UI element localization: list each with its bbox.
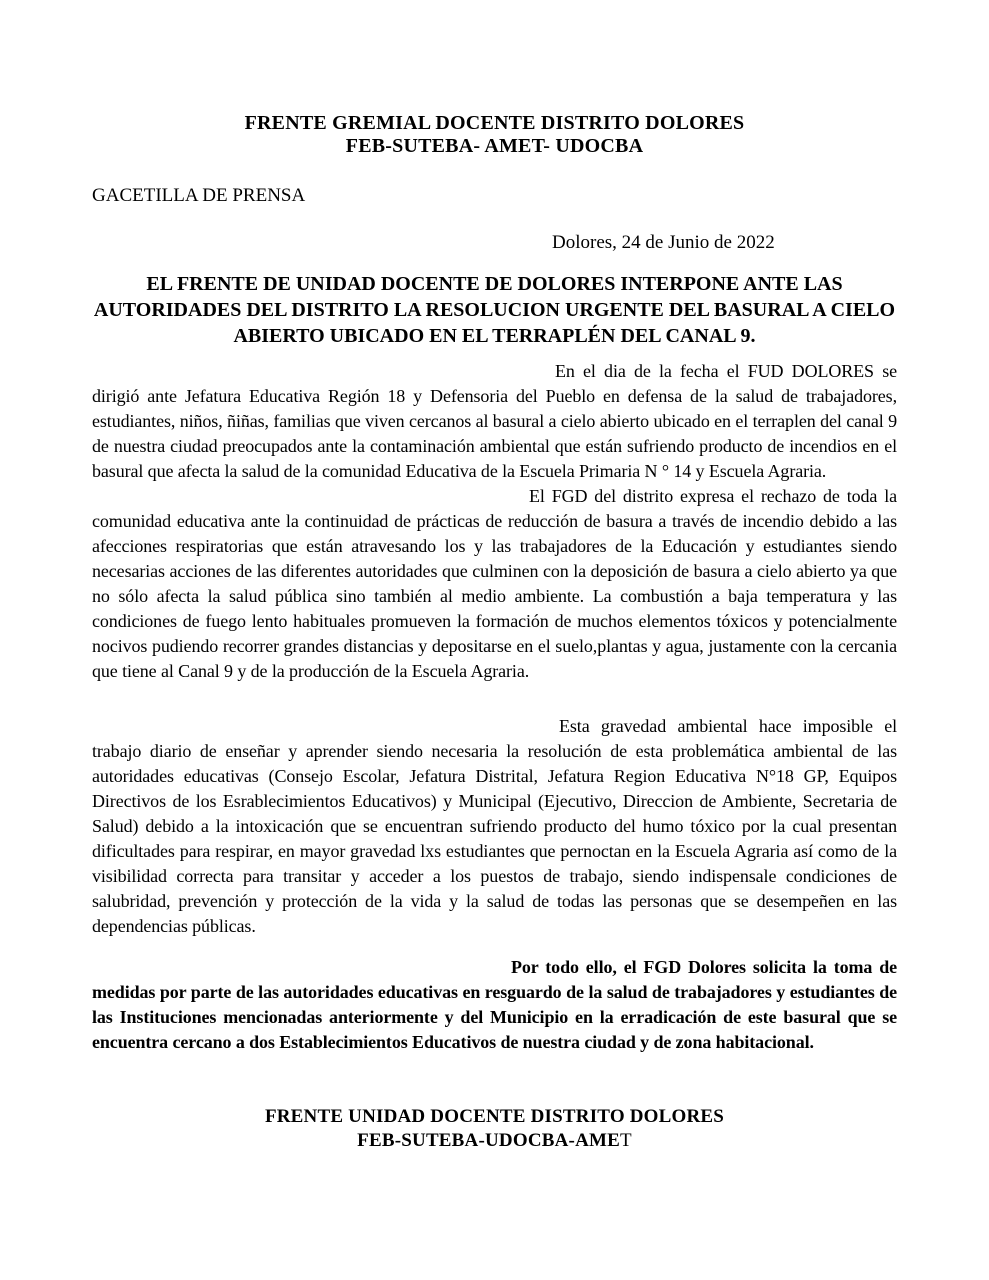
paragraph-4-petition: Por todo ello, el FGD Dolores solicita la toma de medidas por parte de las autoridades educativas en resguardo de la salud de trabajadores y estudiantes de las Instituciones mencionadas anteriormente y del Municipio en la erradicación de este basural que se encuentra cercano a dos Establecimientos Educativos de nuestra ciudad y de zona habitacional. <box>92 957 897 1052</box>
document-header <box>92 112 897 158</box>
footer-org-title: FRENTE UNIDAD DOCENTE DISTRITO DOLORES <box>264 1106 725 1127</box>
dateline: Dolores, 24 de Junio de 2022 <box>552 232 775 253</box>
footer-unions-bold-part: FEB-SUTEBA-UDOCBA-AME <box>357 1130 620 1151</box>
paragraph-1: En el dia de la fecha el FUD DOLORES se dirigió ante Jefatura Educativa Región 18 y Defensoria del Pueblo en defensa de la salud de trabajadores, estudiantes, niños, ñiñas, familias que viven cercanos al basural a cielo abierto ubicado en el terraplen del canal 9 de nuestra ciudad preocupados ante la contaminación ambiental que están sufriendo producto de incendios en el basural que afecta la salud de la comunidad Educativa de la Escuela Primaria N ° 14 y Escuela Agraria. <box>92 361 897 481</box>
paragraph-3: Esta gravedad ambiental hace imposible el trabajo diario de enseñar y aprender siendo necesaria la resolución de esta problemática ambiental de las autoridades educativas (Consejo Escolar, Jefatura Distrital, Jefatura Region Educativa N°18 GP, Equipos Directivos de los Esrablecimientos Educativos) y Municipal (Ejecutivo, Direccion de Ambiente, Secretaria de Salud) debido a la intoxicación que se encuentran sufriendo producto del humo tóxico por la cual presentan dificultades para respirar, en mayor gravedad lxs estudiantes que pernoctan en la Escuela Agraria así como de la visibilidad correcta para transitar y acceder a los puestos de trabajo, siendo indispensale condiciones de salubridad, prevención y protección de la vida y la salud de todas las personas que se desempeñen en las dependencias públicas. <box>92 716 897 936</box>
org-unions-list: FEB-SUTEBA- AMET- UDOCBA <box>345 135 644 157</box>
headline: EL FRENTE DE UNIDAD DOCENTE DE DOLORES INTERPONE ANTE LAS AUTORIDADES DEL DISTRITO LA RESOLUCION URGENTE DEL BASURAL A CIELO ABIERTO UBICADO EN EL TERRAPLÉN DEL CANAL 9. <box>93 273 896 347</box>
org-title: FRENTE GREMIAL DOCENTE DISTRITO DOLORES <box>244 112 745 134</box>
paragraph-2: El FGD del distrito expresa el rechazo de toda la comunidad educativa ante la continuidad de prácticas de reducción de basura a través de incendio debido a las afecciones respiratorias que están atravesando los y las trabajadores de la Educación y estudiantes siendo necesarias acciones de las diferentes autoridades que culminen con la deposición de basura a cielo abierto ya que no sólo afecta la salud pública sino también al medio ambiente. La combustión a baja temperatura y las condiciones de fuego lento habituales promueven la formación de muchos elementos tóxicos y potencialmente nocivos pudiendo recorrer grandes distancias y depositarse en el suelo,plantas y agua, justamente con la cercania que tiene al Canal 9 y de la producción de la Escuela Agraria. <box>92 486 897 681</box>
document-footer <box>92 1105 897 1153</box>
press-release-label: GACETILLA DE PRENSA <box>92 185 306 206</box>
footer-unions-tail: T <box>620 1130 632 1151</box>
footer-unions-list <box>92 1129 897 1153</box>
